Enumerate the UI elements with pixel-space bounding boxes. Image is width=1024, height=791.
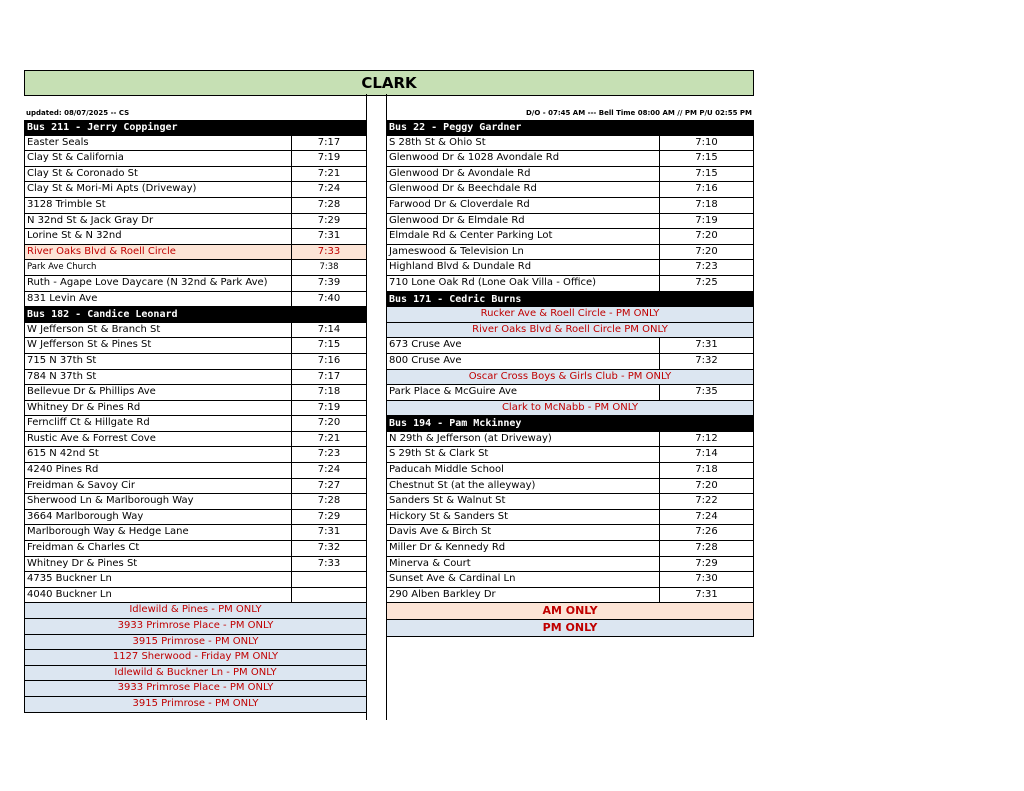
pm-only-note: 3915 Primrose - PM ONLY (25, 635, 366, 651)
stop-time: 7:20 (695, 479, 718, 491)
stop-time: 7:19 (317, 401, 341, 413)
stop-name: Glenwood Dr & 1028 Avondale Rd (387, 151, 660, 166)
stop-time: 7:30 (695, 573, 718, 585)
stop-time: 7:31 (317, 526, 341, 538)
bus-header: Bus 22 - Peggy Gardner (387, 120, 753, 136)
table-row (387, 260, 753, 276)
stop-time: 7:23 (317, 448, 341, 460)
table-row (25, 416, 366, 432)
table-row (25, 370, 366, 386)
stop-name: Sunset Ave & Cardinal Ln (387, 572, 660, 587)
table-row (387, 572, 753, 588)
stop-name: 710 Lone Oak Rd (Lone Oak Villa - Office) (387, 276, 660, 291)
stop-time: 7:24 (317, 183, 341, 195)
table-row (387, 276, 753, 292)
stop-time: 7:25 (695, 276, 718, 288)
stop-name: Clay St & California (25, 151, 292, 166)
stop-name: River Oaks Blvd & Roell Circle (25, 245, 292, 260)
left-schedule-column (24, 120, 367, 713)
table-row (387, 479, 753, 495)
pm-only-note: 3933 Primrose Place - PM ONLY (25, 619, 366, 635)
stop-time: 7:28 (317, 495, 341, 507)
stop-name: 615 N 42nd St (25, 447, 292, 462)
table-row (25, 167, 366, 183)
stop-time: 7:31 (695, 588, 718, 600)
stop-name: 800 Cruse Ave (387, 354, 660, 369)
table-row (387, 245, 753, 261)
stop-time: 7:32 (317, 542, 341, 554)
stop-name: Davis Ave & Birch St (387, 525, 660, 540)
stop-name: 4735 Buckner Ln (25, 572, 292, 587)
table-row (387, 136, 753, 152)
schedule-info: D/O - 07:45 AM --- Bell Time 08:00 AM // PM P/U 02:55 PM (525, 109, 752, 117)
stop-time: 7:15 (317, 339, 341, 351)
stop-time: 7:26 (695, 526, 718, 538)
stop-name: Park Place & McGuire Ave (387, 385, 660, 400)
table-row (25, 572, 366, 588)
table-row (25, 354, 366, 370)
stop-time: 7:17 (317, 136, 341, 148)
stop-time: 7:29 (317, 214, 341, 226)
stop-name: 4040 Buckner Ln (25, 588, 292, 603)
stop-name: 3664 Marlborough Way (25, 510, 292, 525)
stop-time: 7:23 (695, 261, 718, 273)
stop-time: 7:18 (695, 198, 718, 210)
stop-name: Highland Blvd & Dundale Rd (387, 260, 660, 275)
spacer-column (366, 120, 387, 720)
stop-name: Sherwood Ln & Marlborough Way (25, 494, 292, 509)
stop-name: Rustic Ave & Forrest Cove (25, 432, 292, 447)
stop-name: Lorine St & N 32nd (25, 229, 292, 244)
table-row (387, 198, 753, 214)
stop-name: Marlborough Way & Hedge Lane (25, 525, 292, 540)
pm-only-note: Idlewild & Pines - PM ONLY (25, 603, 366, 619)
stop-name: 673 Cruse Ave (387, 338, 660, 353)
pm-only-note: 3915 Primrose - PM ONLY (25, 697, 366, 713)
stop-time: 7:32 (695, 354, 718, 366)
stop-name: Bellevue Dr & Phillips Ave (25, 385, 292, 400)
pm-only-note: River Oaks Blvd & Roell Circle PM ONLY (387, 323, 753, 339)
pm-only-note: Idlewild & Buckner Ln - PM ONLY (25, 666, 366, 682)
table-row (387, 510, 753, 526)
stop-name: 715 N 37th St (25, 354, 292, 369)
stop-name: S 29th St & Clark St (387, 447, 660, 462)
table-row (387, 182, 753, 198)
table-row (25, 588, 366, 604)
stop-time: 7:14 (317, 323, 341, 335)
table-row (25, 447, 366, 463)
stop-time: 7:14 (695, 448, 718, 460)
page-title: CLARK (24, 70, 754, 96)
table-row (387, 167, 753, 183)
stop-name: S 28th St & Ohio St (387, 136, 660, 151)
stop-time: 7:21 (317, 167, 341, 179)
table-row (25, 323, 366, 339)
stop-name: W Jefferson St & Branch St (25, 323, 292, 338)
stop-name: Sanders St & Walnut St (387, 494, 660, 509)
stop-name: Ferncliff Ct & Hillgate Rd (25, 416, 292, 431)
table-row (25, 338, 366, 354)
table-row (387, 338, 753, 354)
pm-only-note: Oscar Cross Boys & Girls Club - PM ONLY (387, 370, 753, 386)
stop-name: Clay St & Mori-Mi Apts (Driveway) (25, 182, 292, 197)
table-row (387, 151, 753, 167)
stop-time: 7:31 (695, 339, 718, 351)
stop-time: 7:27 (317, 479, 341, 491)
stop-time: 7:29 (695, 557, 718, 569)
table-row (25, 557, 366, 573)
table-row (25, 182, 366, 198)
table-row (25, 292, 366, 308)
stop-time: 7:29 (317, 510, 341, 522)
table-row (25, 151, 366, 167)
stop-name: 4240 Pines Rd (25, 463, 292, 478)
stop-time: 7:28 (317, 198, 341, 210)
right-schedule-column (386, 120, 754, 637)
table-row (25, 136, 366, 152)
table-row (25, 510, 366, 526)
table-row (387, 588, 753, 604)
updated-label: updated: 08/07/2025 -- CS (26, 109, 130, 117)
table-row (25, 385, 366, 401)
table-row (387, 229, 753, 245)
table-row-highlighted (25, 245, 366, 261)
stop-time: 7:20 (317, 417, 341, 429)
legend-am-only: AM ONLY (387, 603, 753, 620)
stop-name: Jameswood & Television Ln (387, 245, 660, 260)
stop-name: Freidman & Savoy Cir (25, 479, 292, 494)
stop-time: 7:24 (317, 464, 341, 476)
stop-time: 7:17 (317, 370, 341, 382)
table-row (25, 463, 366, 479)
pm-only-note: Rucker Ave & Roell Circle - PM ONLY (387, 307, 753, 323)
stop-name: Easter Seals (25, 136, 292, 151)
table-row (387, 385, 753, 401)
stop-name: Glenwood Dr & Avondale Rd (387, 167, 660, 182)
table-row (25, 401, 366, 417)
table-row (387, 463, 753, 479)
stop-time: 7:16 (695, 183, 718, 195)
bus-header: Bus 182 - Candice Leonard (25, 307, 366, 323)
table-row (387, 541, 753, 557)
stop-name: 784 N 37th St (25, 370, 292, 385)
stop-time: 7:15 (695, 152, 718, 164)
table-row (25, 229, 366, 245)
table-row (25, 432, 366, 448)
stop-name: Freidman & Charles Ct (25, 541, 292, 556)
stop-time: 7:24 (695, 510, 718, 522)
stop-name: Whitney Dr & Pines Rd (25, 401, 292, 416)
table-row (25, 198, 366, 214)
table-row (25, 479, 366, 495)
table-row (25, 260, 366, 276)
table-row (25, 541, 366, 557)
table-row (25, 494, 366, 510)
stop-time: 7:19 (695, 214, 718, 226)
stop-name: Chestnut St (at the alleyway) (387, 479, 660, 494)
stop-name: W Jefferson St & Pines St (25, 338, 292, 353)
stop-time: 7:35 (695, 386, 718, 398)
bus-header: Bus 194 - Pam Mckinney (387, 416, 753, 432)
stop-time: 7:31 (317, 230, 341, 242)
stop-name: Ruth - Agape Love Daycare (N 32nd & Park Ave) (25, 276, 292, 291)
stop-name: Glenwood Dr & Beechdale Rd (387, 182, 660, 197)
stop-time (292, 588, 366, 603)
spacer-column (366, 94, 387, 120)
stop-name: N 29th & Jefferson (at Driveway) (387, 432, 660, 447)
bus-header: Bus 171 - Cedric Burns (387, 292, 753, 308)
table-row (387, 447, 753, 463)
stop-time: 7:15 (695, 167, 718, 179)
stop-name: Hickory St & Sanders St (387, 510, 660, 525)
stop-time: 7:21 (317, 432, 341, 444)
stop-time: 7:20 (695, 230, 718, 242)
bus-header: Bus 211 - Jerry Coppinger (25, 120, 366, 136)
stop-name: Elmdale Rd & Center Parking Lot (387, 229, 660, 244)
stop-name: Clay St & Coronado St (25, 167, 292, 182)
stop-name: 290 Alben Barkley Dr (387, 588, 660, 603)
stop-time: 7:39 (317, 276, 341, 288)
stop-time: 7:20 (695, 245, 718, 257)
stop-time: 7:22 (695, 495, 718, 507)
legend-pm-only: PM ONLY (387, 620, 753, 637)
stop-name: Paducah Middle School (387, 463, 660, 478)
pm-only-note: Clark to McNabb - PM ONLY (387, 401, 753, 417)
stop-name: 3128 Trimble St (25, 198, 292, 213)
stop-name: Park Ave Church (25, 260, 292, 275)
stop-name: Farwood Dr & Cloverdale Rd (387, 198, 660, 213)
pm-only-note: 1127 Sherwood - Friday PM ONLY (25, 650, 366, 666)
stop-time: 7:40 (317, 292, 341, 304)
pm-only-note: 3933 Primrose Place - PM ONLY (25, 681, 366, 697)
stop-time: 7:16 (317, 354, 341, 366)
stop-time: 7:18 (695, 464, 718, 476)
table-row (25, 276, 366, 292)
stop-name: Glenwood Dr & Elmdale Rd (387, 214, 660, 229)
table-row (387, 354, 753, 370)
stop-time: 7:38 (319, 262, 339, 273)
stop-time: 7:33 (317, 245, 341, 257)
table-row (387, 432, 753, 448)
stop-name: N 32nd St & Jack Gray Dr (25, 214, 292, 229)
stop-name: Minerva & Court (387, 557, 660, 572)
stop-name: 831 Levin Ave (25, 292, 292, 307)
stop-name: Whitney Dr & Pines St (25, 557, 292, 572)
table-row (25, 214, 366, 230)
stop-time: 7:12 (695, 432, 718, 444)
stop-name: Miller Dr & Kennedy Rd (387, 541, 660, 556)
stop-time: 7:18 (317, 386, 341, 398)
stop-time (292, 572, 366, 587)
stop-time: 7:10 (695, 136, 718, 148)
table-row (387, 525, 753, 541)
stop-time: 7:19 (317, 152, 341, 164)
table-row (387, 214, 753, 230)
table-row (25, 525, 366, 541)
table-row (387, 557, 753, 573)
stop-time: 7:28 (695, 542, 718, 554)
table-row (387, 494, 753, 510)
stop-time: 7:33 (317, 557, 341, 569)
